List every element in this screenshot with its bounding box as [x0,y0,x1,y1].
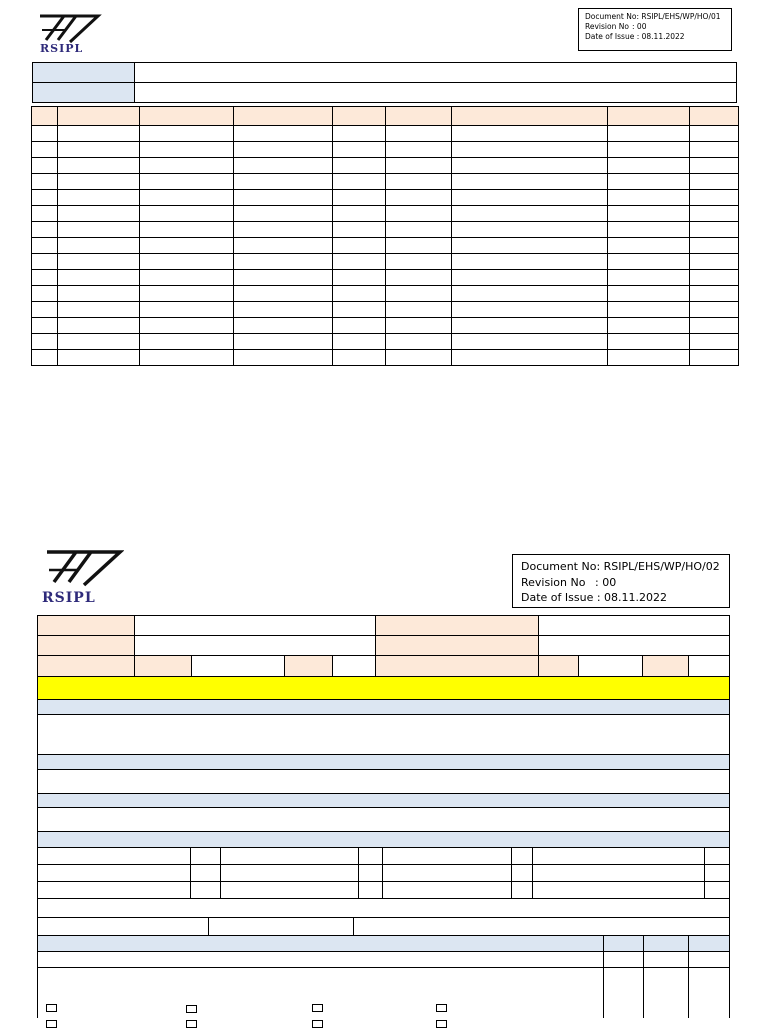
log-header-cell [452,107,608,126]
log-table-cell[interactable] [234,350,333,366]
log-table-cell[interactable] [333,270,386,286]
checklist-mark-cell[interactable] [191,865,221,882]
log-table-cell[interactable] [452,238,608,254]
log-table-cell[interactable] [58,254,140,270]
field-label-cell [539,656,579,677]
log-table-cell[interactable] [608,206,690,222]
checklist-mark-cell[interactable] [359,865,383,882]
log-table-cell[interactable] [386,350,452,366]
log-header-cell [234,107,333,126]
section-header-band [38,936,604,952]
log-table-cell[interactable] [333,318,386,334]
log-table-cell[interactable] [58,334,140,350]
log-table-cell[interactable] [32,142,58,158]
checklist-mark-cell[interactable] [191,882,221,899]
logo-wordmark: RSIPL [40,42,84,55]
log-table-row [32,190,739,206]
checklist-item-cell [533,882,705,899]
checkbox-icon[interactable] [46,1020,57,1028]
section-header-band [689,936,730,952]
log-table-cell[interactable] [386,142,452,158]
log-table-cell[interactable] [333,286,386,302]
log-table-cell[interactable] [386,158,452,174]
log-table-cell[interactable] [452,142,608,158]
checklist-item-cell [221,848,359,865]
log-table-cell[interactable] [234,174,333,190]
log-table-cell[interactable] [452,126,608,142]
checklist-mark-cell[interactable] [359,882,383,899]
checkbox-icon[interactable] [312,1004,323,1012]
section-text-area[interactable] [38,808,730,832]
checklist-item-cell [221,865,359,882]
field-label-cell [643,656,689,677]
log-table-cell[interactable] [690,318,739,334]
document-info-box [512,554,730,608]
log-table-cell[interactable] [690,350,739,366]
log-table-cell[interactable] [452,318,608,334]
log-table-cell[interactable] [333,222,386,238]
log-table-cell[interactable] [140,302,234,318]
log-table-cell[interactable] [58,190,140,206]
checklist-mark-cell[interactable] [705,882,730,899]
checklist-item-cell [533,848,705,865]
log-table-cell[interactable] [140,270,234,286]
log-table-cell[interactable] [234,302,333,318]
form2-header-fields [37,615,730,656]
signature-field[interactable] [38,918,209,936]
log-table-cell[interactable] [333,350,386,366]
info-label-cell [33,83,135,103]
ppe-mark-cell[interactable] [644,952,689,968]
log-table-cell[interactable] [333,158,386,174]
log-table-cell[interactable] [140,238,234,254]
log-table-cell[interactable] [333,238,386,254]
form1-info-rows [32,62,737,103]
log-table-cell[interactable] [333,206,386,222]
log-table-row [32,254,739,270]
ppe-mark-cell[interactable] [689,968,730,1018]
log-table-row [32,286,739,302]
log-table-cell[interactable] [32,206,58,222]
highlight-banner [38,677,730,700]
log-table-cell[interactable] [333,334,386,350]
log-table-cell[interactable] [140,142,234,158]
log-table-cell[interactable] [386,222,452,238]
checklist-item-cell [38,865,191,882]
log-table-cell[interactable] [386,126,452,142]
field-label-cell [38,636,135,656]
info-value-field[interactable] [135,63,737,83]
checklist-item-cell [533,865,705,882]
log-table-cell[interactable] [58,158,140,174]
log-table-cell[interactable] [234,126,333,142]
log-table-cell[interactable] [690,174,739,190]
log-table-cell[interactable] [333,302,386,318]
log-table-cell[interactable] [452,334,608,350]
date-of-issue-line: Date of Issue : 08.11.2022 [521,591,668,604]
log-table-cell[interactable] [140,286,234,302]
log-table-cell[interactable] [58,270,140,286]
log-table-cell[interactable] [608,126,690,142]
checklist-item-cell [383,848,512,865]
document-number-line: Document No: RSIPL/EHS/WP/HO/01 [585,12,721,21]
log-table-cell[interactable] [690,158,739,174]
checkbox-icon[interactable] [186,1020,197,1028]
log-table-cell[interactable] [32,238,58,254]
checklist-mark-cell[interactable] [512,848,533,865]
log-table-cell[interactable] [140,318,234,334]
log-table-row [32,350,739,366]
log-table-cell[interactable] [452,254,608,270]
log-table-cell[interactable] [58,350,140,366]
log-table-cell[interactable] [452,174,608,190]
log-table-cell[interactable] [32,222,58,238]
log-table-cell[interactable] [58,302,140,318]
checklist-item-cell [38,882,191,899]
log-table-cell[interactable] [452,206,608,222]
log-table-cell[interactable] [608,254,690,270]
log-header-cell [608,107,690,126]
form2-ppe-header [37,935,730,1018]
ppe-row-cell [38,952,604,968]
log-table-cell[interactable] [234,318,333,334]
field-label-cell [135,656,192,677]
log-table-cell[interactable] [452,158,608,174]
log-table-cell[interactable] [608,158,690,174]
form2-signature-row [37,917,730,936]
log-table-cell[interactable] [234,286,333,302]
log-table-row [32,318,739,334]
log-table-cell[interactable] [690,190,739,206]
log-table-cell[interactable] [32,158,58,174]
form2-remarks-rows [37,898,730,918]
log-table-cell[interactable] [386,238,452,254]
checkbox-icon[interactable] [312,1020,323,1028]
log-table-cell[interactable] [32,190,58,206]
info-value-field[interactable] [135,83,737,103]
log-header-cell [386,107,452,126]
log-table-cell[interactable] [58,174,140,190]
checklist-mark-cell[interactable] [512,865,533,882]
log-table-cell[interactable] [58,238,140,254]
log-table-cell[interactable] [140,174,234,190]
field-label-cell [376,656,539,677]
section-header-band [38,794,730,808]
log-table-cell[interactable] [333,254,386,270]
log-table-cell[interactable] [452,190,608,206]
log-table-cell[interactable] [58,126,140,142]
log-table-cell[interactable] [452,286,608,302]
log-table-cell[interactable] [58,222,140,238]
ppe-mark-cell[interactable] [604,952,644,968]
log-table-cell[interactable] [234,334,333,350]
section-header-band [604,936,644,952]
log-table-cell[interactable] [234,142,333,158]
log-table-cell[interactable] [58,206,140,222]
ppe-mark-cell[interactable] [689,952,730,968]
checkbox-icon[interactable] [186,1005,197,1013]
field-label-cell [376,636,539,656]
log-table-cell[interactable] [690,254,739,270]
log-table-cell[interactable] [608,190,690,206]
log-table-cell[interactable] [386,302,452,318]
log-table-cell[interactable] [690,334,739,350]
log-table-row [32,126,739,142]
signature-field[interactable] [209,918,354,936]
log-table-cell[interactable] [140,254,234,270]
checkbox-icon[interactable] [436,1004,447,1012]
log-table-cell[interactable] [452,270,608,286]
signature-field[interactable] [354,918,730,936]
log-table-cell[interactable] [690,302,739,318]
log-table-cell[interactable] [690,238,739,254]
log-table-cell[interactable] [690,222,739,238]
log-table-cell[interactable] [58,318,140,334]
revision-number-line: Revision No : 00 [585,22,647,31]
log-table-cell[interactable] [234,270,333,286]
log-table-cell[interactable] [386,254,452,270]
log-header-cell [140,107,234,126]
section-text-area[interactable] [38,715,730,755]
field-value-input[interactable] [579,656,643,677]
log-table-cell[interactable] [608,174,690,190]
log-table-cell[interactable] [333,126,386,142]
log-table-cell[interactable] [234,222,333,238]
log-table-cell[interactable] [690,286,739,302]
form2-checklist-grid [37,847,730,899]
field-label-cell [285,656,333,677]
checkbox-icon[interactable] [436,1020,447,1028]
checklist-mark-cell[interactable] [359,848,383,865]
log-table-cell[interactable] [608,318,690,334]
field-value-input[interactable] [135,636,376,656]
log-table-cell[interactable] [140,126,234,142]
ppe-mark-cell[interactable] [644,968,689,1018]
log-header-cell [333,107,386,126]
log-table-cell[interactable] [234,238,333,254]
log-table-row [32,334,739,350]
form1-log-table [31,106,739,366]
log-table-cell[interactable] [608,222,690,238]
revision-number-line: Revision No : 00 [521,575,617,589]
log-table-cell[interactable] [333,142,386,158]
log-table-cell[interactable] [58,142,140,158]
log-table-cell[interactable] [452,350,608,366]
log-table-cell[interactable] [608,286,690,302]
log-table-cell[interactable] [140,190,234,206]
checklist-mark-cell[interactable] [705,865,730,882]
document-number-line: Document No: RSIPL/EHS/WP/HO/02 [521,560,720,573]
field-value-input[interactable] [689,656,730,677]
log-table-cell[interactable] [608,142,690,158]
log-table-cell[interactable] [58,286,140,302]
log-table-row [32,174,739,190]
log-table-cell[interactable] [32,334,58,350]
log-table-cell[interactable] [32,174,58,190]
info-label-cell [33,63,135,83]
section-text-area[interactable] [38,770,730,794]
log-table-cell[interactable] [452,302,608,318]
log-table-cell[interactable] [140,334,234,350]
log-table-cell[interactable] [32,302,58,318]
log-table-cell[interactable] [608,302,690,318]
checklist-item-cell [383,882,512,899]
rsipl-logo-icon [42,550,124,588]
log-table-cell[interactable] [386,174,452,190]
document-info-box [578,8,732,51]
checklist-mark-cell[interactable] [512,882,533,899]
field-value-input[interactable] [135,616,376,636]
field-label-cell [376,616,539,636]
log-table-cell[interactable] [32,270,58,286]
log-table-cell[interactable] [333,174,386,190]
log-table-cell[interactable] [690,206,739,222]
remarks-field[interactable] [38,899,730,918]
checklist-item-cell [221,882,359,899]
log-table-cell[interactable] [140,350,234,366]
log-table-cell[interactable] [690,142,739,158]
log-table-row [32,238,739,254]
log-table-cell[interactable] [333,190,386,206]
log-table-cell[interactable] [608,350,690,366]
log-table-cell[interactable] [386,318,452,334]
field-value-input[interactable] [539,616,730,636]
ppe-mark-cell[interactable] [604,968,644,1018]
log-table-row [32,222,739,238]
field-label-cell [38,616,135,636]
section-header-band [38,700,730,715]
logo-wordmark: RSIPL [42,590,96,606]
log-table-row [32,206,739,222]
log-table-cell[interactable] [386,206,452,222]
checklist-item-cell [383,865,512,882]
checkbox-icon[interactable] [46,1004,57,1012]
log-table-cell[interactable] [234,158,333,174]
field-label-cell [38,656,135,677]
log-table-cell[interactable] [140,158,234,174]
log-table-cell[interactable] [608,238,690,254]
log-table-cell[interactable] [386,334,452,350]
log-table-cell[interactable] [386,190,452,206]
log-table-cell[interactable] [386,286,452,302]
log-table-cell[interactable] [234,254,333,270]
log-table-cell[interactable] [32,254,58,270]
log-table-cell[interactable] [32,318,58,334]
field-value-input[interactable] [333,656,376,677]
log-table-cell[interactable] [140,206,234,222]
form2-sections [37,676,730,848]
log-table-cell[interactable] [32,286,58,302]
log-table-row [32,158,739,174]
form2-date-time-row [37,655,730,677]
checklist-mark-cell[interactable] [705,848,730,865]
log-table-cell[interactable] [32,126,58,142]
log-table-cell[interactable] [608,270,690,286]
log-table-cell[interactable] [32,350,58,366]
log-table-row [32,270,739,286]
date-of-issue-line: Date of Issue : 08.11.2022 [585,32,685,41]
log-table-row [32,142,739,158]
log-table-cell[interactable] [234,206,333,222]
section-header-band [38,755,730,770]
log-table-cell[interactable] [608,334,690,350]
field-value-input[interactable] [539,636,730,656]
log-table-cell[interactable] [690,270,739,286]
log-header-cell [32,107,58,126]
checklist-mark-cell[interactable] [191,848,221,865]
log-table-row [32,302,739,318]
log-table-cell[interactable] [690,126,739,142]
rsipl-logo-icon [36,14,102,44]
log-table-cell[interactable] [386,270,452,286]
section-header-band [644,936,689,952]
log-header-cell [690,107,739,126]
field-value-input[interactable] [192,656,285,677]
section-header-band [38,832,730,848]
log-table-cell[interactable] [452,222,608,238]
log-table-cell[interactable] [234,190,333,206]
checklist-item-cell [38,848,191,865]
log-header-cell [58,107,140,126]
log-table-cell[interactable] [140,222,234,238]
